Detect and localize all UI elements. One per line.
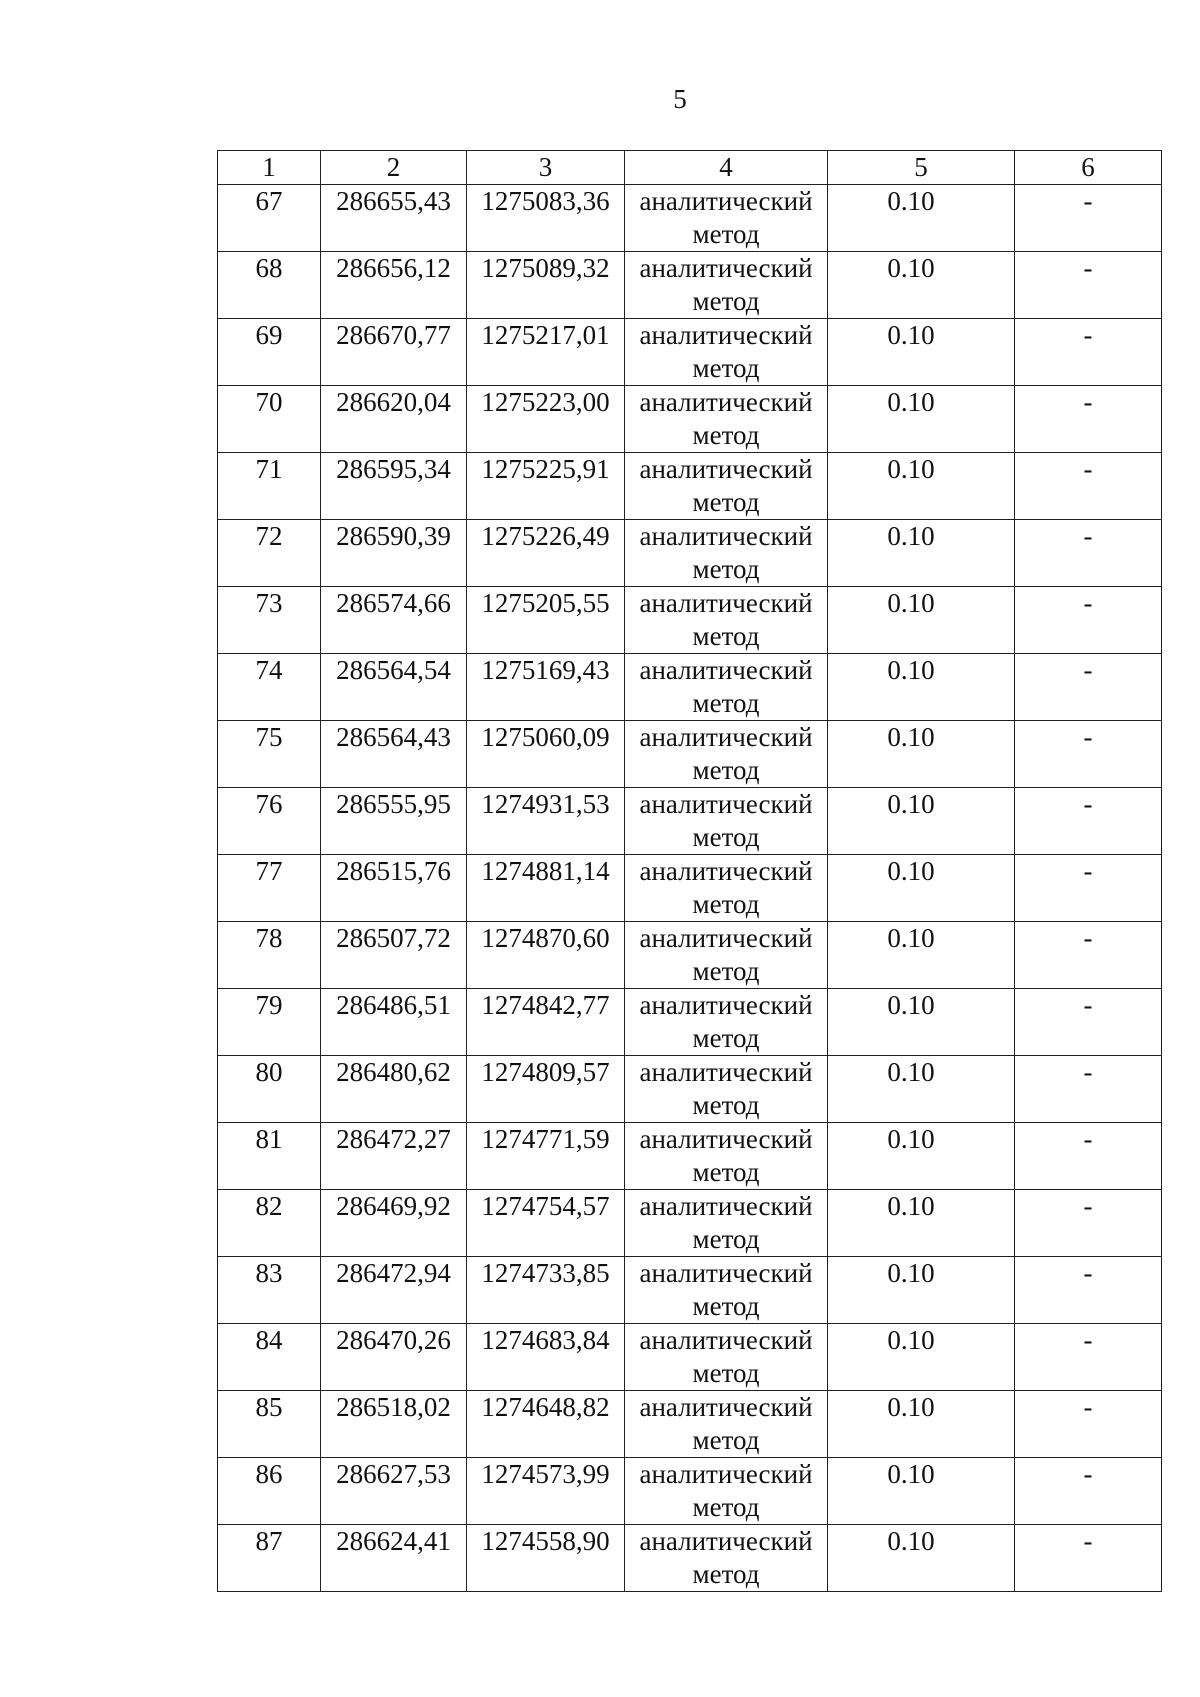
precision-cell: 0.10 <box>828 520 1015 587</box>
note-cell: - <box>1015 1123 1162 1190</box>
y-coordinate-cell: 1275169,43 <box>467 654 625 721</box>
precision-cell: 0.10 <box>828 855 1015 922</box>
point-number-cell: 84 <box>218 1324 321 1391</box>
point-number-cell: 76 <box>218 788 321 855</box>
precision-cell: 0.10 <box>828 721 1015 788</box>
table-row <box>218 1056 1162 1123</box>
y-coordinate-cell: 1274733,85 <box>467 1257 625 1324</box>
y-coordinate-cell: 1274809,57 <box>467 1056 625 1123</box>
note-cell: - <box>1015 185 1162 252</box>
note-cell: - <box>1015 922 1162 989</box>
point-number-cell: 74 <box>218 654 321 721</box>
table-row <box>218 319 1162 386</box>
precision-cell: 0.10 <box>828 1257 1015 1324</box>
note-cell: - <box>1015 1190 1162 1257</box>
point-number-cell: 77 <box>218 855 321 922</box>
table-row <box>218 1257 1162 1324</box>
y-coordinate-cell: 1274931,53 <box>467 788 625 855</box>
method-cell: аналитический метод <box>625 1324 828 1391</box>
point-number-cell: 70 <box>218 386 321 453</box>
x-coordinate-cell: 286595,34 <box>321 453 467 520</box>
y-coordinate-cell: 1274558,90 <box>467 1525 625 1592</box>
note-cell: - <box>1015 1257 1162 1324</box>
y-coordinate-cell: 1275060,09 <box>467 721 625 788</box>
column-header-5: 5 <box>828 151 1015 185</box>
table-body <box>218 185 1162 1592</box>
table-row <box>218 721 1162 788</box>
precision-cell: 0.10 <box>828 1391 1015 1458</box>
method-cell: аналитический метод <box>625 520 828 587</box>
note-cell: - <box>1015 319 1162 386</box>
method-cell: аналитический метод <box>625 989 828 1056</box>
method-cell: аналитический метод <box>625 319 828 386</box>
method-cell: аналитический метод <box>625 1123 828 1190</box>
y-coordinate-cell: 1274870,60 <box>467 922 625 989</box>
point-number-cell: 73 <box>218 587 321 654</box>
precision-cell: 0.10 <box>828 1458 1015 1525</box>
note-cell: - <box>1015 654 1162 721</box>
point-number-cell: 81 <box>218 1123 321 1190</box>
note-cell: - <box>1015 788 1162 855</box>
precision-cell: 0.10 <box>828 252 1015 319</box>
table-row <box>218 1324 1162 1391</box>
y-coordinate-cell: 1275226,49 <box>467 520 625 587</box>
precision-cell: 0.10 <box>828 1056 1015 1123</box>
method-cell: аналитический метод <box>625 922 828 989</box>
y-coordinate-cell: 1275083,36 <box>467 185 625 252</box>
column-header-2: 2 <box>321 151 467 185</box>
table-row <box>218 922 1162 989</box>
method-cell: аналитический метод <box>625 1458 828 1525</box>
y-coordinate-cell: 1275089,32 <box>467 252 625 319</box>
method-cell: аналитический метод <box>625 1525 828 1592</box>
precision-cell: 0.10 <box>828 788 1015 855</box>
point-number-cell: 68 <box>218 252 321 319</box>
table-row <box>218 654 1162 721</box>
precision-cell: 0.10 <box>828 922 1015 989</box>
method-cell: аналитический метод <box>625 654 828 721</box>
table-row <box>218 520 1162 587</box>
point-number-cell: 80 <box>218 1056 321 1123</box>
point-number-cell: 87 <box>218 1525 321 1592</box>
coordinates-table <box>217 150 1162 1592</box>
x-coordinate-cell: 286507,72 <box>321 922 467 989</box>
point-number-cell: 85 <box>218 1391 321 1458</box>
note-cell: - <box>1015 1391 1162 1458</box>
table-row <box>218 855 1162 922</box>
point-number-cell: 72 <box>218 520 321 587</box>
table-row <box>218 1123 1162 1190</box>
method-cell: аналитический метод <box>625 453 828 520</box>
table-header <box>218 151 1162 185</box>
x-coordinate-cell: 286470,26 <box>321 1324 467 1391</box>
note-cell: - <box>1015 989 1162 1056</box>
x-coordinate-cell: 286472,94 <box>321 1257 467 1324</box>
x-coordinate-cell: 286656,12 <box>321 252 467 319</box>
y-coordinate-cell: 1274881,14 <box>467 855 625 922</box>
method-cell: аналитический метод <box>625 855 828 922</box>
table-row <box>218 1190 1162 1257</box>
precision-cell: 0.10 <box>828 1123 1015 1190</box>
y-coordinate-cell: 1275217,01 <box>467 319 625 386</box>
x-coordinate-cell: 286469,92 <box>321 1190 467 1257</box>
precision-cell: 0.10 <box>828 386 1015 453</box>
x-coordinate-cell: 286670,77 <box>321 319 467 386</box>
note-cell: - <box>1015 1458 1162 1525</box>
x-coordinate-cell: 286480,62 <box>321 1056 467 1123</box>
note-cell: - <box>1015 252 1162 319</box>
x-coordinate-cell: 286518,02 <box>321 1391 467 1458</box>
column-header-1: 1 <box>218 151 321 185</box>
method-cell: аналитический метод <box>625 721 828 788</box>
table-row <box>218 989 1162 1056</box>
x-coordinate-cell: 286564,43 <box>321 721 467 788</box>
note-cell: - <box>1015 721 1162 788</box>
precision-cell: 0.10 <box>828 453 1015 520</box>
method-cell: аналитический метод <box>625 252 828 319</box>
method-cell: аналитический метод <box>625 1056 828 1123</box>
x-coordinate-cell: 286564,54 <box>321 654 467 721</box>
method-cell: аналитический метод <box>625 1257 828 1324</box>
x-coordinate-cell: 286590,39 <box>321 520 467 587</box>
point-number-cell: 75 <box>218 721 321 788</box>
x-coordinate-cell: 286515,76 <box>321 855 467 922</box>
method-cell: аналитический метод <box>625 1190 828 1257</box>
point-number-cell: 78 <box>218 922 321 989</box>
note-cell: - <box>1015 855 1162 922</box>
precision-cell: 0.10 <box>828 989 1015 1056</box>
x-coordinate-cell: 286472,27 <box>321 1123 467 1190</box>
note-cell: - <box>1015 520 1162 587</box>
table-row <box>218 252 1162 319</box>
column-header-4: 4 <box>625 151 828 185</box>
point-number-cell: 82 <box>218 1190 321 1257</box>
table-row <box>218 185 1162 252</box>
table-row <box>218 788 1162 855</box>
note-cell: - <box>1015 1056 1162 1123</box>
page-number: 5 <box>673 84 687 114</box>
y-coordinate-cell: 1274842,77 <box>467 989 625 1056</box>
y-coordinate-cell: 1275223,00 <box>467 386 625 453</box>
x-coordinate-cell: 286624,41 <box>321 1525 467 1592</box>
precision-cell: 0.10 <box>828 319 1015 386</box>
point-number-cell: 67 <box>218 185 321 252</box>
precision-cell: 0.10 <box>828 1525 1015 1592</box>
y-coordinate-cell: 1275225,91 <box>467 453 625 520</box>
table-row <box>218 1391 1162 1458</box>
method-cell: аналитический метод <box>625 185 828 252</box>
x-coordinate-cell: 286555,95 <box>321 788 467 855</box>
point-number-cell: 86 <box>218 1458 321 1525</box>
table-row <box>218 386 1162 453</box>
point-number-cell: 79 <box>218 989 321 1056</box>
note-cell: - <box>1015 587 1162 654</box>
note-cell: - <box>1015 1525 1162 1592</box>
y-coordinate-cell: 1275205,55 <box>467 587 625 654</box>
point-number-cell: 83 <box>218 1257 321 1324</box>
method-cell: аналитический метод <box>625 587 828 654</box>
table-row <box>218 1525 1162 1592</box>
note-cell: - <box>1015 453 1162 520</box>
x-coordinate-cell: 286574,66 <box>321 587 467 654</box>
x-coordinate-cell: 286655,43 <box>321 185 467 252</box>
point-number-cell: 71 <box>218 453 321 520</box>
x-coordinate-cell: 286486,51 <box>321 989 467 1056</box>
method-cell: аналитический метод <box>625 788 828 855</box>
precision-cell: 0.10 <box>828 185 1015 252</box>
header-row <box>218 151 1162 185</box>
point-number-cell: 69 <box>218 319 321 386</box>
note-cell: - <box>1015 1324 1162 1391</box>
method-cell: аналитический метод <box>625 386 828 453</box>
y-coordinate-cell: 1274648,82 <box>467 1391 625 1458</box>
precision-cell: 0.10 <box>828 587 1015 654</box>
table-row <box>218 453 1162 520</box>
y-coordinate-cell: 1274683,84 <box>467 1324 625 1391</box>
x-coordinate-cell: 286620,04 <box>321 386 467 453</box>
table-row <box>218 587 1162 654</box>
precision-cell: 0.10 <box>828 654 1015 721</box>
column-header-6: 6 <box>1015 151 1162 185</box>
method-cell: аналитический метод <box>625 1391 828 1458</box>
table-row <box>218 1458 1162 1525</box>
precision-cell: 0.10 <box>828 1324 1015 1391</box>
note-cell: - <box>1015 386 1162 453</box>
y-coordinate-cell: 1274754,57 <box>467 1190 625 1257</box>
y-coordinate-cell: 1274771,59 <box>467 1123 625 1190</box>
y-coordinate-cell: 1274573,99 <box>467 1458 625 1525</box>
precision-cell: 0.10 <box>828 1190 1015 1257</box>
column-header-3: 3 <box>467 151 625 185</box>
x-coordinate-cell: 286627,53 <box>321 1458 467 1525</box>
